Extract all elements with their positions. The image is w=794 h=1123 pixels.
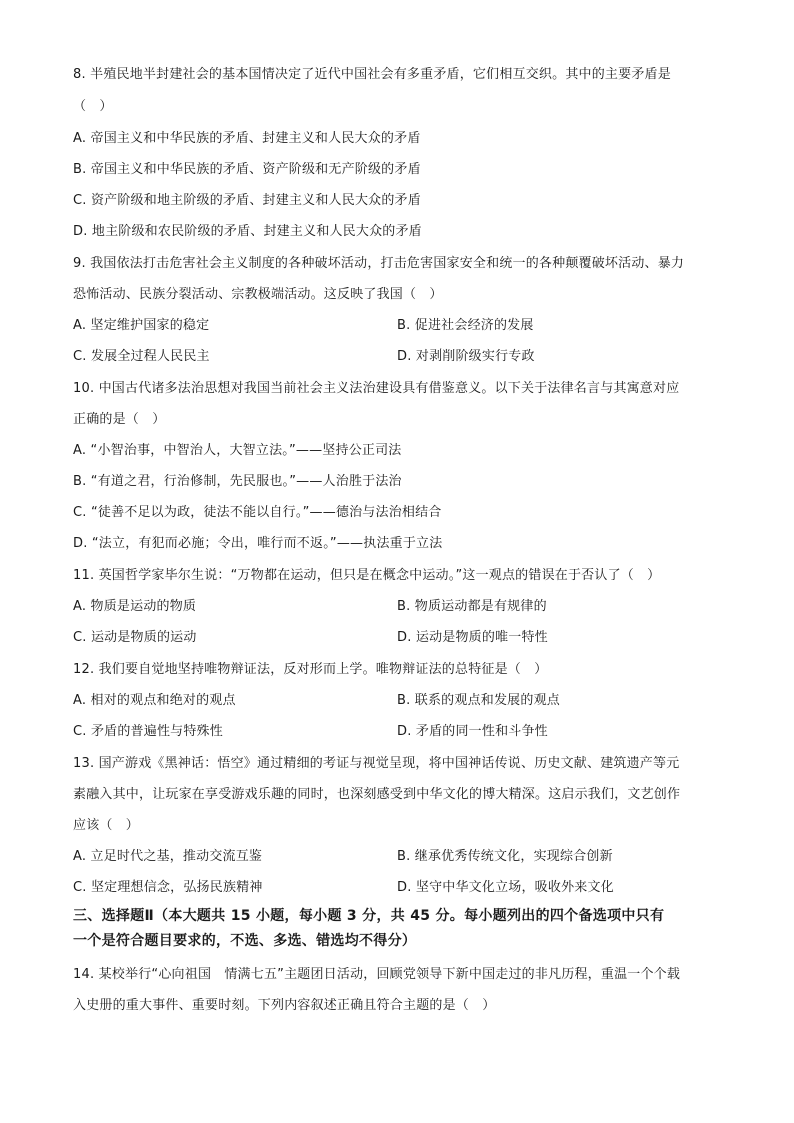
question-14-stem-line-2: 入史册的重大事件、重要时刻。下列内容叙述正确且符合主题的是（ ） — [73, 998, 496, 1013]
question-9-option-b: B. 促进社会经济的发展 — [397, 318, 534, 333]
question-12-option-a: A. 相对的观点和绝对的观点 — [73, 693, 236, 708]
question-14-stem-line-1: 14. 某校举行“心向祖国 情满七五”主题团日活动，回顾党领导下新中国走过的非凡历程，重温一个个载 — [73, 967, 681, 982]
question-11-option-a: A. 物质是运动的物质 — [73, 599, 197, 614]
question-10-option-b: B. “有道之君，行治修制，先民服也。”——人治胜于法治 — [73, 474, 402, 489]
question-13-stem-line-1: 13. 国产游戏《黑神话：悟空》通过精细的考证与视觉呈现，将中国神话传说、历史文献、建筑遗产等元 — [73, 756, 680, 771]
section-heading-line-1: 三、选择题Ⅱ（本大题共 15 小题，每小题 3 分，共 45 分。每小题列出的四个备选项中只有 — [73, 908, 665, 924]
question-11-option-c: C. 运动是物质的运动 — [73, 630, 197, 645]
question-9-option-c: C. 发展全过程人民民主 — [73, 349, 210, 364]
question-8-option-c: C. 资产阶级和地主阶级的矛盾、封建主义和人民大众的矛盾 — [73, 193, 421, 208]
question-8-option-d: D. 地主阶级和农民阶级的矛盾、封建主义和人民大众的矛盾 — [73, 224, 422, 239]
question-13-stem-line-3: 应该（ ） — [73, 818, 140, 833]
question-13-option-d: D. 坚守中华文化立场，吸收外来文化 — [397, 880, 614, 895]
question-9-option-d: D. 对剥削阶级实行专政 — [397, 349, 535, 364]
section-heading-line-2: 一个是符合题目要求的，不选、多选、错选均不得分） — [73, 933, 417, 949]
question-11-option-b: B. 物质运动都是有规律的 — [397, 599, 547, 614]
question-13-option-a: A. 立足时代之基，推动交流互鉴 — [73, 849, 263, 864]
question-12-option-b: B. 联系的观点和发展的观点 — [397, 693, 560, 708]
question-9-stem-line-1: 9. 我国依法打击危害社会主义制度的各种破坏活动，打击危害国家安全和统一的各种颠覆破坏活动、暴力 — [73, 256, 685, 271]
question-10-option-d: D. “法立，有犯而必施；令出，唯行而不返。”——执法重于立法 — [73, 536, 443, 551]
question-10-stem-line-2: 正确的是（ ） — [73, 412, 166, 427]
question-13-option-c: C. 坚定理想信念，弘扬民族精神 — [73, 880, 263, 895]
question-8-stem-line-1: 8. 半殖民地半封建社会的基本国情决定了近代中国社会有多重矛盾，它们相互交织。其中的主要矛盾是 — [73, 67, 671, 82]
question-10-option-a: A. “小智治事，中智治人，大智立法。”——坚持公正司法 — [73, 443, 402, 458]
question-9-stem-line-2: 恐怖活动、民族分裂活动、宗教极端活动。这反映了我国（ ） — [73, 287, 443, 302]
question-13-option-b: B. 继承优秀传统文化，实现综合创新 — [397, 849, 613, 864]
question-10-stem-line-1: 10. 中国古代诸多法治思想对我国当前社会主义法治建设具有借鉴意义。以下关于法律名言与其寓意对应 — [73, 381, 680, 396]
question-13-stem-line-2: 素融入其中，让玩家在享受游戏乐趣的同时，也深刻感受到中华文化的博大精深。这启示我们，文艺创作 — [73, 787, 681, 802]
question-12-option-c: C. 矛盾的普遍性与特殊性 — [73, 724, 223, 739]
question-8-option-b: B. 帝国主义和中华民族的矛盾、资产阶级和无产阶级的矛盾 — [73, 162, 421, 177]
question-11-option-d: D. 运动是物质的唯一特性 — [397, 630, 548, 645]
question-8-stem-line-2: （ ） — [73, 99, 113, 114]
question-8-option-a: A. 帝国主义和中华民族的矛盾、封建主义和人民大众的矛盾 — [73, 131, 421, 146]
question-10-option-c: C. “徒善不足以为政，徒法不能以自行。”——德治与法治相结合 — [73, 505, 442, 520]
question-11-stem-line-1: 11. 英国哲学家毕尔生说：“万物都在运动，但只是在概念中运动。”这一观点的错误在于否认了（ ） — [73, 568, 661, 583]
question-9-option-a: A. 坚定维护国家的稳定 — [73, 318, 210, 333]
question-12-stem-line-1: 12. 我们要自觉地坚持唯物辩证法，反对形而上学。唯物辩证法的总特征是（ ） — [73, 662, 548, 677]
question-12-option-d: D. 矛盾的同一性和斗争性 — [397, 724, 548, 739]
